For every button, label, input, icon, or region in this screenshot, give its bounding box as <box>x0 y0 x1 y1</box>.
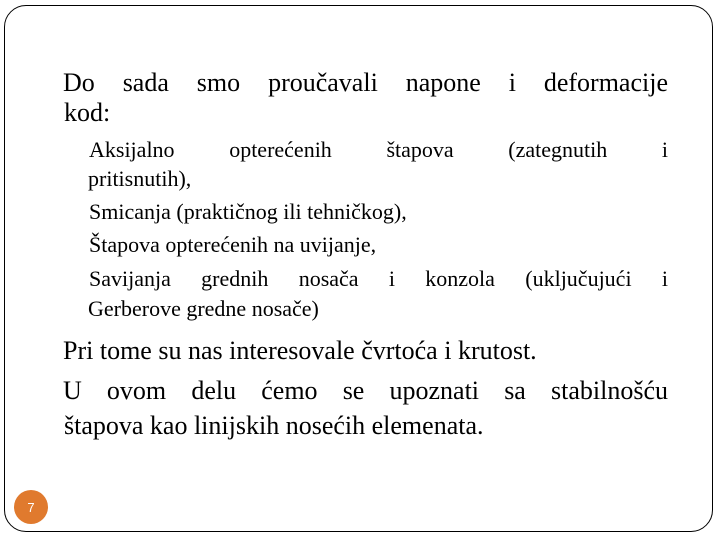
bullet-3-line-2: štapova kao linijskih nosećih elemenata. <box>64 411 484 440</box>
sub-bullet-1-line-1: Aksijalno opterećenih štapova (zategnutih i <box>89 137 668 162</box>
sub-bullet-3: Štapova opterećenih na uvijanje, <box>89 232 377 257</box>
bullet-1-line-1: Do sada smo proučavali napone i deformacije <box>63 68 668 97</box>
bullet-1-line-2: kod: <box>64 98 111 127</box>
sub-bullet-1-line-2: pritisnutih), <box>88 166 192 191</box>
page-number-badge: 7 <box>14 490 48 524</box>
bullet-2: Pri tome su nas interesovale čvrtoća i krutost. <box>63 336 537 365</box>
sub-bullet-4-line-1: Savijanja grednih nosača i konzola (uključujući i <box>89 266 668 291</box>
bullet-3-line-1: U ovom delu ćemo se upoznati sa stabilnošću <box>63 376 668 405</box>
sub-bullet-2: Smicanja (praktičnog ili tehničkog), <box>89 199 407 224</box>
sub-bullet-4-line-2: Gerberove gredne nosače) <box>88 296 319 321</box>
